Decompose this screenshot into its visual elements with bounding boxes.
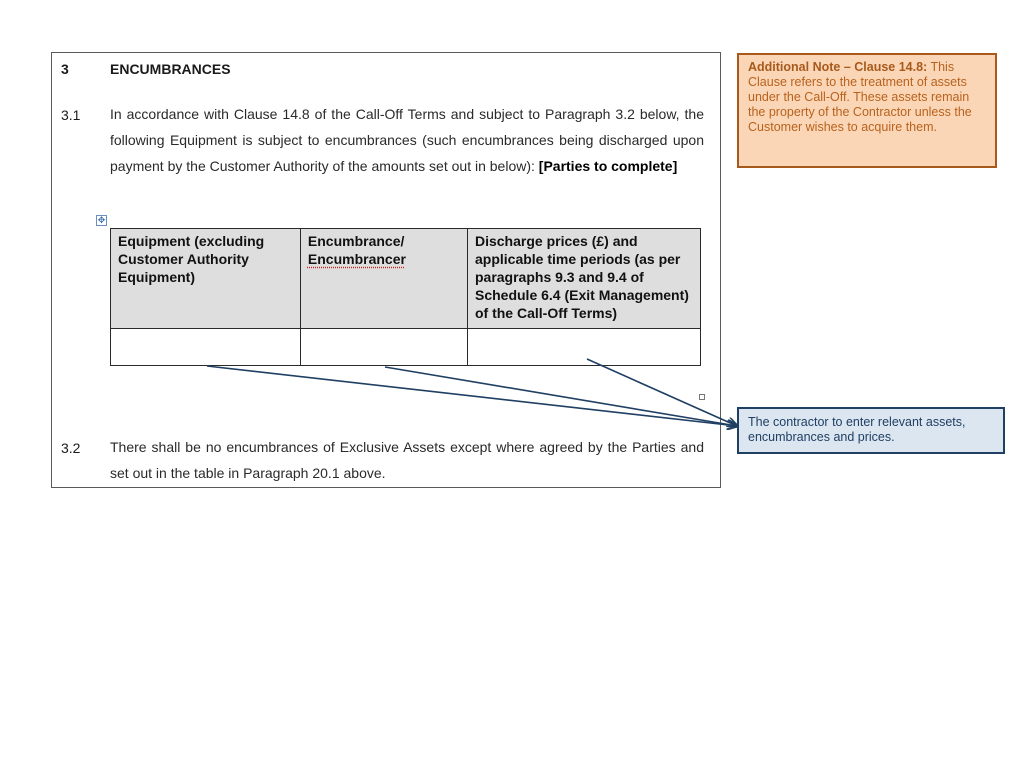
callout-text: The contractor to enter relevant assets, encumbrances and prices. — [748, 415, 966, 444]
clause-3-2-paragraph: There shall be no encumbrances of Exclusive Assets except where agreed by the Parties and set out in the table in Paragraph 20.1 above. — [110, 439, 704, 481]
header-equipment: Equipment (excluding Customer Authority Equipment) — [111, 229, 301, 329]
section-number: 3 — [61, 61, 69, 77]
table-resize-handle-icon[interactable] — [699, 394, 705, 400]
table-header-row — [111, 229, 701, 329]
header-encumbrance — [300, 229, 467, 329]
header-encumbrancer-label: Encumbrancer — [307, 251, 406, 267]
section-title: ENCUMBRANCES — [110, 61, 231, 77]
encumbrance-cell[interactable] — [300, 329, 467, 366]
clause-number-3-1: 3.1 — [61, 107, 81, 123]
header-encumbrance-label: Encumbrance/ — [307, 233, 405, 249]
note-body: This Clause refers to the treatment of assets under the Call-Off. These assets remain the property of the Contractor unless the Customer wishes to acquire them. — [748, 60, 972, 134]
document-page — [51, 52, 721, 488]
table-move-handle-icon[interactable]: ✥ — [97, 215, 106, 225]
clause-number-3-2: 3.2 — [61, 440, 81, 456]
note-heading: Additional Note – Clause 14.8: — [748, 60, 928, 74]
clause-3-1-paragraph — [110, 101, 704, 179]
table-row — [111, 329, 701, 366]
additional-note-box — [737, 53, 997, 168]
discharge-price-cell[interactable] — [467, 329, 700, 366]
header-discharge-prices: Discharge prices (£) and applicable time periods (as per paragraphs 9.3 and 9.4 of Schedule 6.4 (Exit Management) of the Call-Off Terms) — [467, 229, 700, 329]
encumbrances-table — [110, 228, 701, 366]
contractor-callout-box — [737, 407, 1005, 454]
equipment-cell[interactable] — [111, 329, 301, 366]
clause-3-1-bold-text: [Parties to complete] — [538, 158, 678, 174]
clause-3-1-text: In accordance with Clause 14.8 of the Call-Off Terms and subject to Paragraph 3.2 below, the following Equipment is subject to encumbrances (such encumbrances being discharged upon payment by the Customer Authority of the amounts set out in below): — [110, 106, 704, 174]
